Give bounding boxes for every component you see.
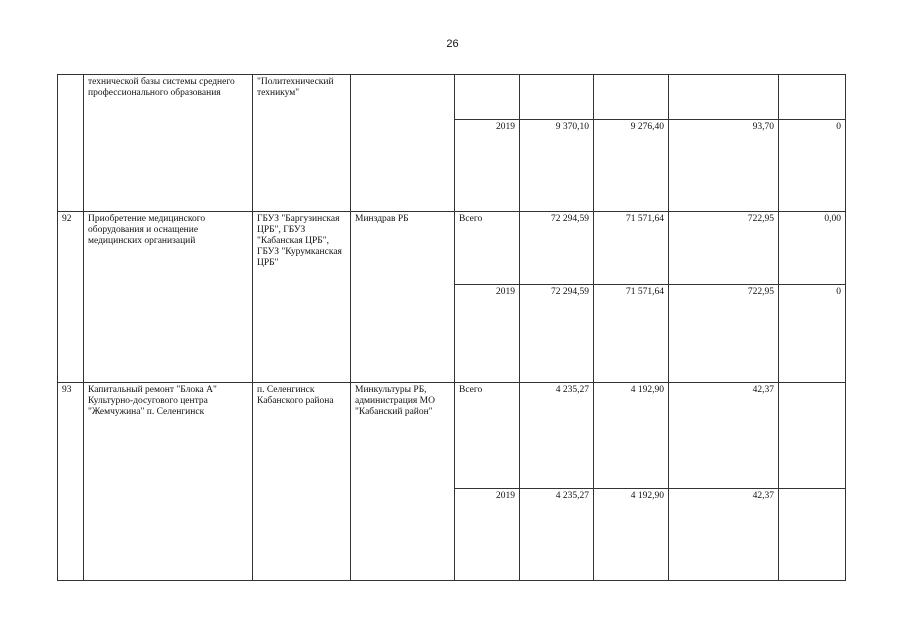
other-cell: 0,00 (779, 212, 846, 285)
total-cell: 4 235,27 (520, 383, 594, 489)
federal-cell: 9 276,40 (594, 120, 669, 212)
other-cell (779, 489, 846, 581)
total-cell: 4 235,27 (520, 489, 594, 581)
executor: п. Селенгинск Кабанского района (253, 383, 351, 581)
republic-cell: 42,37 (669, 383, 779, 489)
total-cell: 72 294,59 (520, 212, 594, 285)
period-cell: Всего (455, 212, 520, 285)
other-cell: 0 (779, 285, 846, 383)
total-cell: 9 370,10 (520, 120, 594, 212)
total-cell: 72 294,59 (520, 285, 594, 383)
table-row (58, 75, 846, 120)
period-cell: 2019 (455, 489, 520, 581)
table-row (58, 212, 846, 285)
other-cell (779, 383, 846, 489)
executor: ГБУЗ "Баргузинская ЦРБ", ГБУЗ "Кабанская ЦРБ", ГБУЗ "Курумканская ЦРБ" (253, 212, 351, 383)
republic-cell: 722,95 (669, 285, 779, 383)
measure-name: технической базы системы среднего профессионального образования (84, 75, 253, 212)
page-number: 26 (446, 38, 459, 50)
federal-cell: 4 192,90 (594, 489, 669, 581)
republic-cell: 42,37 (669, 489, 779, 581)
federal-cell: 4 192,90 (594, 383, 669, 489)
period-cell: Всего (455, 383, 520, 489)
republic-cell: 722,95 (669, 212, 779, 285)
other-cell: 0 (779, 120, 846, 212)
total-cell (520, 75, 594, 120)
federal-cell: 71 571,64 (594, 212, 669, 285)
executor: "Политехнический техникум" (253, 75, 351, 212)
government-body (351, 75, 455, 212)
federal-cell: 71 571,64 (594, 285, 669, 383)
table-row (58, 383, 846, 489)
republic-cell: 93,70 (669, 120, 779, 212)
measure-name: Приобретение медицинского оборудования и оснащение медицинских организаций (84, 212, 253, 383)
row-number: 92 (58, 212, 84, 383)
period-cell: 2019 (455, 120, 520, 212)
republic-cell (669, 75, 779, 120)
row-number: 93 (58, 383, 84, 581)
row-number (58, 75, 84, 212)
government-body: Минздрав РБ (351, 212, 455, 383)
period-cell (455, 75, 520, 120)
measure-name: Капитальный ремонт "Блока А" Культурно-досугового центра "Жемчужина" п. Селенгинск (84, 383, 253, 581)
other-cell (779, 75, 846, 120)
government-body: Минкультуры РБ, администрация МО "Кабанский район" (351, 383, 455, 581)
period-cell: 2019 (455, 285, 520, 383)
federal-cell (594, 75, 669, 120)
budget-table (57, 74, 846, 581)
